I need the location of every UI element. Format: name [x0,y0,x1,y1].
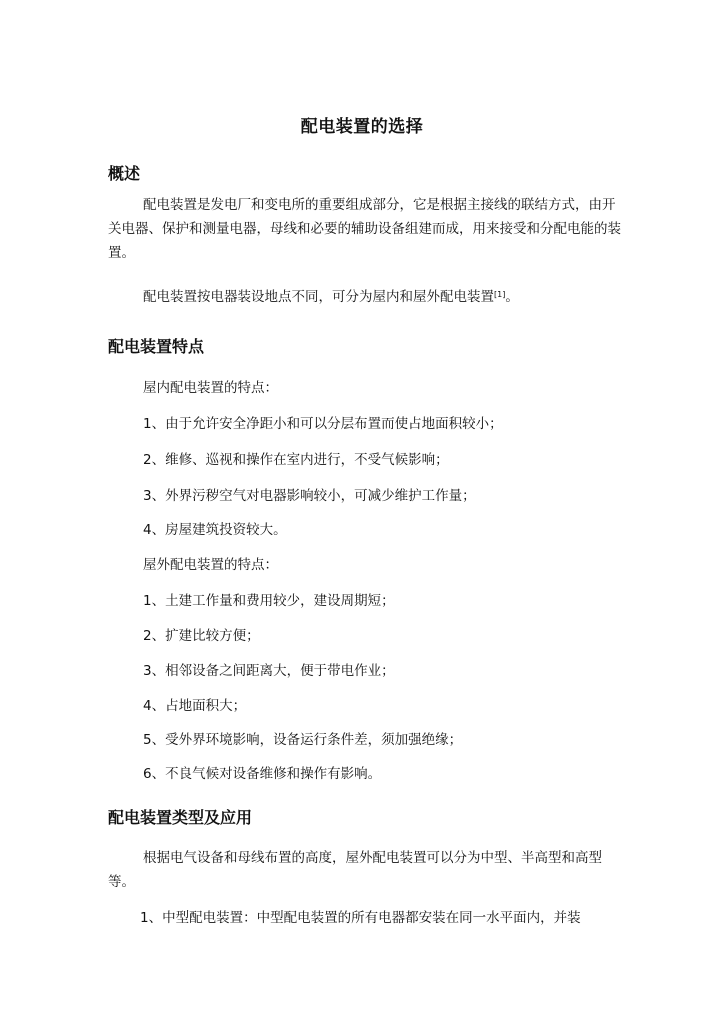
list-item: 5、受外界环境影响，设备运行条件差，须加强绝缘； [143,732,463,748]
overview-paragraph-1: 配电装置是发电厂和变电所的重要组成部分，它是根据主接线的联结方式，由开关电器、保护和测量电器，母线和必要的辅助设备组建而成，用来接受和分配电能的装置。 [108,197,621,261]
section-heading-overview: 概述 [108,164,141,183]
list-item: 2、维修、巡视和操作在室内进行，不受气候影响； [143,452,449,468]
list-item: 4、占地面积大； [143,698,247,714]
page-title: 配电装置的选择 [300,117,424,137]
list-item: 1、由于允许安全净距小和可以分层布置而使占地面积较小； [143,416,503,432]
list-item: 3、相邻设备之间距离大，便于带电作业； [143,663,395,679]
list-item: 3、外界污秽空气对电器影响较小，可减少维护工作量； [143,488,476,504]
list-item: 6、不良气候对设备维修和操作有影响。 [143,766,382,782]
list-item: 2、扩建比较方便； [143,628,260,644]
overview-paragraph-2 [108,285,628,309]
section-heading-types: 配电装置类型及应用 [108,808,253,827]
indoor-features-label: 屋内配电装置的特点： [143,380,278,396]
outdoor-features-label: 屋外配电装置的特点： [143,557,278,573]
overview-paragraph-2-end: 。 [505,289,519,305]
list-item: 1、土建工作量和费用较少，建设周期短； [143,593,395,609]
overview-paragraph-2-text: 配电装置按电器装设地点不同，可分为屋内和屋外配电装置 [143,289,494,305]
list-item: 4、房屋建筑投资较大。 [143,522,287,538]
types-paragraph-2: 1、中型配电装置：中型配电装置的所有电器都安装在同一水平面内，并装 [140,910,581,926]
section-heading-features: 配电装置特点 [108,337,205,356]
citation-link[interactable]: [1] [494,290,506,299]
types-paragraph-1: 根据电气设备和母线布置的高度，屋外配电装置可以分为中型、半高型和高型等。 [108,850,602,890]
